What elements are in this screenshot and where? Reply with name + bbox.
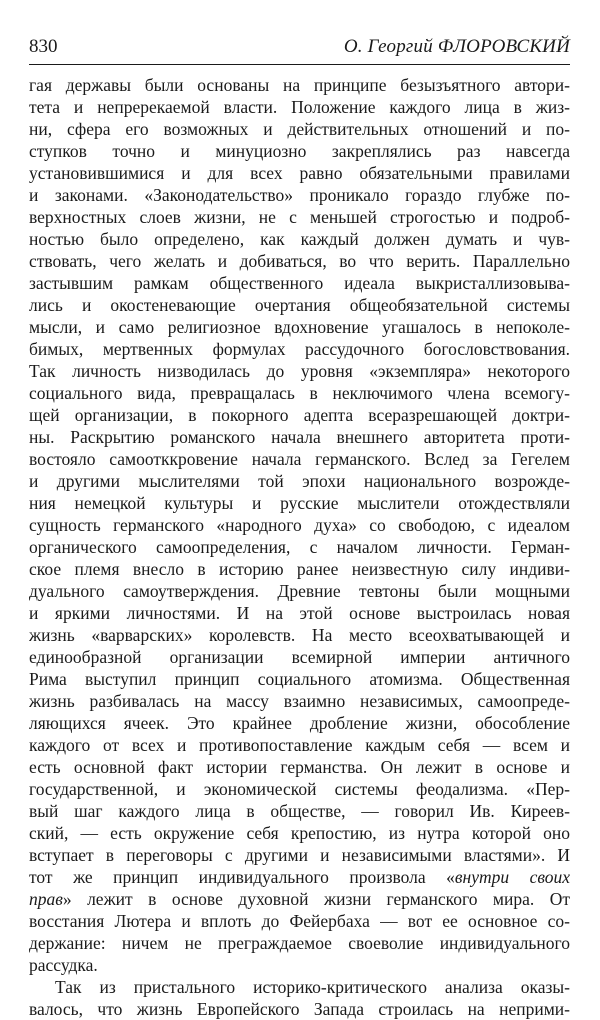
text-line: бимых, мертвенных формулах рассудочного богословствования. <box>29 339 570 359</box>
page-number: 830 <box>29 36 58 57</box>
text-line: застывшим рамкам общественного идеала выкристаллизовыва- <box>29 273 570 293</box>
text-line: рассудка. <box>29 955 98 975</box>
text-line: ступков точно и минуциозно закреплялись раз навсегда <box>29 141 570 161</box>
italic-phrase: внутри своих <box>454 867 570 887</box>
header-author: О. Георгий ФЛОРОВСКИЙ <box>343 36 570 57</box>
text-line: жизнь разбивалась на массу взаимно независимых, самоопреде- <box>29 691 570 711</box>
text-line: востояло самоотккровение начала германского. Вслед за Гегелем <box>29 449 570 469</box>
text-line: гая державы были основаны на принципе безызъятного автори- <box>29 75 570 95</box>
text-line: ствовать, чего желать и добиваться, во что верить. Параллельно <box>29 251 570 271</box>
text-line: тета и непререкаемой власти. Положение каждого лица в жиз- <box>29 97 570 117</box>
body-text <box>29 74 570 1020</box>
text-line: и законами. «Законодательство» проникало гораздо глубже по- <box>29 185 570 205</box>
text-line-mixed <box>29 866 570 888</box>
text-line: вступает в переговоры с другими и независимыми властями». И <box>29 845 570 865</box>
text-line: и другими мыслителями той эпохи национального возрожде- <box>29 471 570 491</box>
text-line: лись и окостеневающие очертания общеобязательной системы <box>29 295 570 315</box>
text-line: жизнь «варварских» королевств. На место всеохватывающей и <box>29 625 570 645</box>
running-head <box>29 34 570 60</box>
text-line: ское племя внесло в историю ранее неизвестную силу индиви- <box>29 559 570 579</box>
text-line: социального вида, превращалась в неключимого члена всемогу- <box>29 383 570 403</box>
text-segment: тот же принцип индивидуального произвола « <box>29 867 455 887</box>
header-rule <box>29 64 570 65</box>
text-line: щей организации, в покорного адепта всеразрешающей доктри- <box>29 405 570 425</box>
text-line: ния немецкой культуры и русские мыслители отождествляли <box>29 493 570 513</box>
text-line: каждого от всех и противопоставление каждым себя — всем и <box>29 735 570 755</box>
text-line: валось, что жизнь Европейского Запада строилась на неприми- <box>29 999 570 1019</box>
text-line: и яркими личностями. И на этой основе выстроилась новая <box>29 603 570 623</box>
text-line: держание: ничем не преграждаемое своеволие индивидуального <box>29 933 570 953</box>
text-line: ский, — есть окружение себя крепостию, из нутра которой оно <box>29 823 570 843</box>
text-line: верхностных слоев жизни, не с меньшей строгостью и подроб- <box>29 207 570 227</box>
text-line: государственной, и экономической системы феодализма. «Пер- <box>29 779 570 799</box>
text-line: единообразной организации всемирной империи античного <box>29 647 570 667</box>
text-line: ляющихся ячеек. Это крайнее дробление жизни, обособление <box>29 713 570 733</box>
text-line-mixed <box>29 888 570 910</box>
text-line: есть основной факт истории германства. Он лежит в основе и <box>29 757 570 777</box>
text-line: ны. Раскрытию романского начала внешнего авторитета проти- <box>29 427 570 447</box>
text-line: дуального самоутверждения. Древние тевтоны были мощными <box>29 581 570 601</box>
text-line: мысли, и само религиозное вдохновение угашалось в непоколе- <box>29 317 570 337</box>
text-line: Так из пристального историко-критического анализа оказы- <box>55 977 570 997</box>
text-line: органического самоопределения, с началом личности. Герман- <box>29 537 570 557</box>
text-line: ни, сфера его возможных и действительных отношений и по- <box>29 119 570 139</box>
text-line: сущность германского «народного духа» со свободою, с идеалом <box>29 515 570 535</box>
italic-phrase: прав <box>29 889 63 909</box>
text-line: восстания Лютера и вплоть до Фейербаха — вот ее основное со- <box>29 911 570 931</box>
text-line: Так личность низводилась до уровня «экземпляра» некоторого <box>29 361 570 381</box>
text-line: установившимися и для всех равно обязательными правилами <box>29 163 570 183</box>
text-segment: » лежит в основе духовной жизни германского мира. От <box>62 889 570 909</box>
text-line: ностью было определено, как каждый должен думать и чув- <box>29 229 570 249</box>
text-line: вый шаг каждого лица в обществе, — говорил Ив. Киреев- <box>29 801 570 821</box>
text-line: Рима выступил принцип социального атомизма. Общественная <box>29 669 570 689</box>
